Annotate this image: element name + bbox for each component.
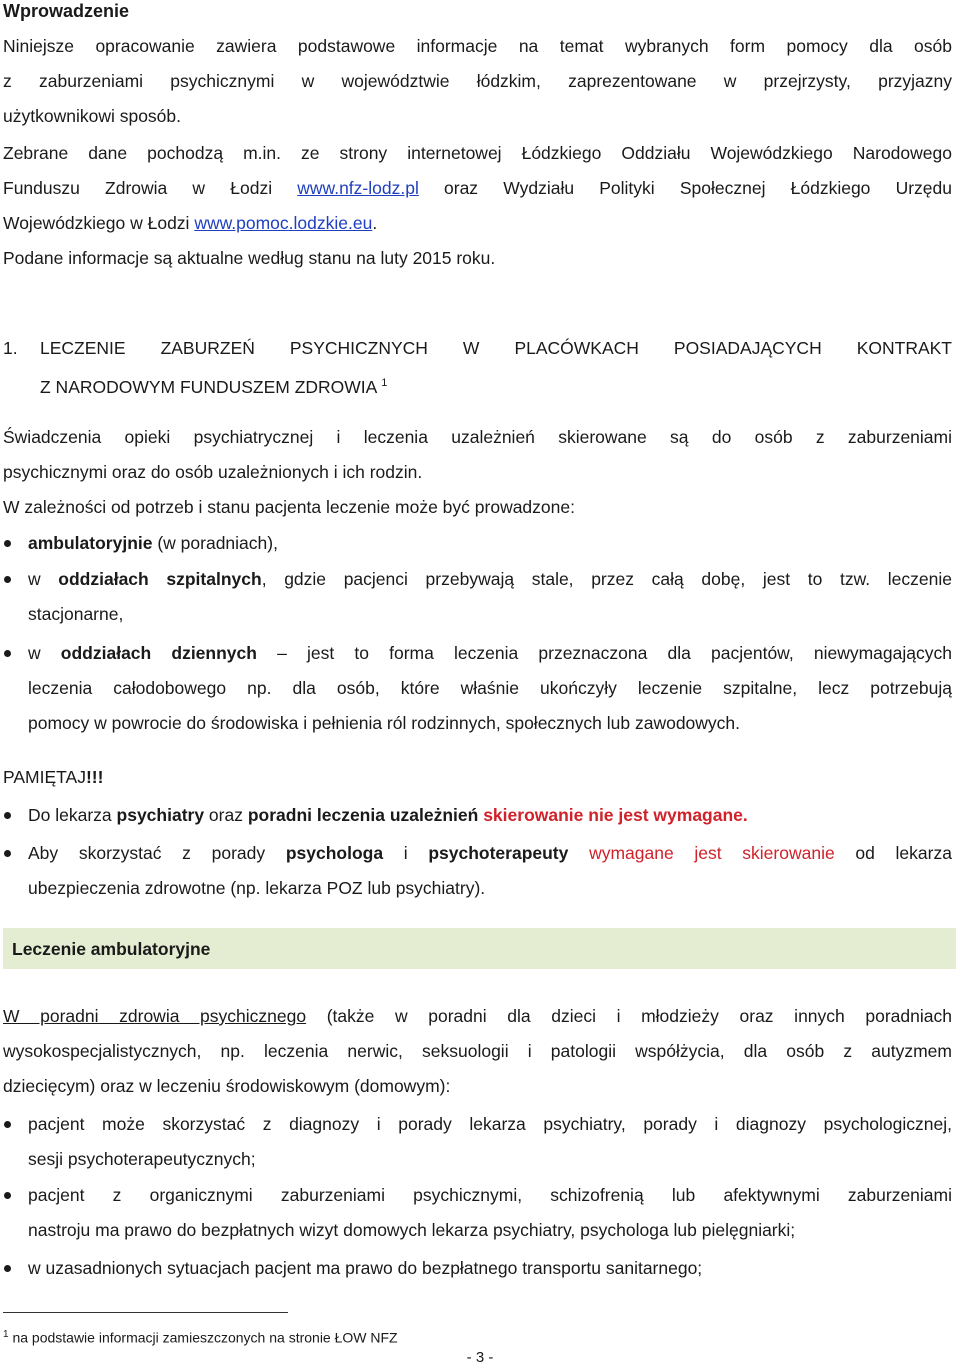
footnote bbox=[3, 1326, 398, 1347]
text-span: oddziałach szpitalnych bbox=[58, 569, 262, 589]
list-item bbox=[28, 568, 952, 590]
footnote-text: na podstawie informacji zamieszczonych na stronie ŁOW NFZ bbox=[8, 1329, 398, 1346]
remember-item-continuation: ubezpieczenia zdrowotne (np. lekarza POZ lub psychiatry). bbox=[28, 878, 486, 898]
text-span: poradni leczenia uzależnień bbox=[247, 805, 479, 825]
text-span: Funduszu Zdrowia w Łodzi bbox=[3, 178, 298, 198]
text-span: skierowanie nie jest wymagane. bbox=[483, 805, 748, 825]
text-span: Do lekarza bbox=[28, 805, 117, 825]
text-span: w bbox=[28, 643, 61, 663]
text-span: (także w poradni dla dzieci i młodzieży oraz innych poradniach bbox=[306, 1006, 952, 1026]
text-span: psychoterapeuty bbox=[428, 843, 569, 863]
list-item: pacjent z organicznymi zaburzeniami psychicznymi, schizofrenią lub afektywnymi zaburzeniami bbox=[28, 1185, 952, 1205]
text-span: ambulatoryjnie bbox=[28, 533, 153, 553]
list-item bbox=[28, 642, 952, 664]
source-paragraph-line bbox=[3, 177, 952, 199]
pomoc-lodzkie-link[interactable]: www.pomoc.lodzkie.eu bbox=[194, 213, 373, 233]
remember-item bbox=[28, 804, 748, 826]
text-span: – jest to forma leczenia przeznaczona dla pacjentów, niewymagających bbox=[256, 643, 952, 663]
source-paragraph-line: Zebrane dane pochodzą m.in. ze strony internetowej Łódzkiego Oddziału Wojewódzkiego Narodowego bbox=[3, 143, 952, 163]
intro-paragraph-line: Niniejsze opracowanie zawiera podstawowe informacje na temat wybranych form pomocy dla osób bbox=[3, 36, 952, 56]
text-span: (w poradniach), bbox=[152, 533, 278, 553]
intro-paragraph-line: z zaburzeniami psychicznymi w województwie łódzkim, zaprezentowane w przejrzysty, przyjazny bbox=[3, 71, 952, 91]
text-span: psychologa bbox=[285, 843, 384, 863]
intro-heading: Wprowadzenie bbox=[3, 1, 130, 21]
bullet-dot bbox=[4, 1192, 11, 1199]
footnote-ref: 1 bbox=[381, 377, 388, 389]
footnote-marker: 1 bbox=[3, 1329, 9, 1340]
date-note: Podane informacje są aktualne według stanu na luty 2015 roku. bbox=[3, 248, 496, 268]
section-paragraph-line: psychicznymi oraz do osób uzależnionych i ich rodzin. bbox=[3, 462, 423, 482]
text-span: oraz Wydziału Polityki Społecznej Łódzkiego Urzędu bbox=[418, 178, 952, 198]
text-span: psychiatry bbox=[116, 805, 205, 825]
page-number: - 3 - bbox=[466, 1349, 494, 1366]
source-paragraph-line bbox=[3, 212, 377, 234]
list-item-continuation: stacjonarne, bbox=[28, 604, 124, 624]
ambulatory-paragraph-line bbox=[3, 1005, 952, 1027]
text-span: Wojewódzkiego w Łodzi bbox=[3, 213, 195, 233]
bullet-dot bbox=[4, 1265, 11, 1272]
bullet-dot bbox=[4, 850, 11, 857]
list-item: w uzasadnionych sytuacjach pacjent ma prawo do bezpłatnego transportu sanitarnego; bbox=[28, 1258, 703, 1278]
section-paragraph-line: W zależności od potrzeb i stanu pacjenta leczenie może być prowadzone: bbox=[3, 497, 575, 517]
section-paragraph-line: Świadczenia opieki psychiatrycznej i leczenia uzależnień skierowane są do osób z zaburzeniami bbox=[3, 427, 952, 447]
text-span: w bbox=[28, 569, 59, 589]
text-span: oddziałach dziennych bbox=[60, 643, 257, 663]
bullet-dot bbox=[4, 1121, 11, 1128]
text-span: Aby skorzystać z porady bbox=[28, 843, 286, 863]
list-item-continuation: sesji psychoterapeutycznych; bbox=[28, 1149, 256, 1169]
list-item-continuation: pomocy w powrocie do środowiska i pełnienia ról rodzinnych, społecznych lub zawodowych. bbox=[28, 713, 741, 733]
ambulatory-paragraph-line: dziecięcym) oraz w leczeniu środowiskowym (domowym): bbox=[3, 1076, 451, 1096]
bullet-dot bbox=[4, 576, 11, 583]
remember-item bbox=[28, 842, 952, 864]
text-span: od lekarza bbox=[834, 843, 952, 863]
text-span: wymagane jest skierowanie bbox=[589, 843, 835, 863]
list-item: pacjent może skorzystać z diagnozy i porady lekarza psychiatry, porady i diagnozy psychologicznej, bbox=[28, 1114, 952, 1134]
text-span: , gdzie pacjenci przebywają stale, przez całą dobę, jest to tzw. leczenie bbox=[261, 569, 952, 589]
nfz-link[interactable]: www.nfz-lodz.pl bbox=[297, 178, 419, 198]
text-span bbox=[568, 843, 589, 863]
bullet-dot bbox=[4, 540, 11, 547]
ambulatory-paragraph-line: wysokospecjalistycznych, np. leczenia nerwic, seksuologii i patologii współżycia, dla osób z autyzmem bbox=[3, 1041, 952, 1061]
text-span: oraz bbox=[204, 805, 248, 825]
bullet-dot bbox=[4, 650, 11, 657]
list-item-continuation: leczenia całodobowego np. dla osób, które właśnie ukończyły leczenie szpitalne, lecz potrzebują bbox=[28, 678, 952, 698]
section-title-line bbox=[40, 372, 387, 398]
text-span: W poradni zdrowia psychicznego bbox=[3, 1006, 307, 1026]
section-title-line: LECZENIE ZABURZEŃ PSYCHICZNYCH W PLACÓWKACH POSIADAJĄCYCH KONTRAKT bbox=[40, 338, 952, 358]
band-title: Leczenie ambulatoryjne bbox=[12, 939, 211, 959]
section-number: 1. bbox=[3, 338, 18, 358]
bullet-dot bbox=[4, 812, 11, 819]
text-span: i bbox=[383, 843, 429, 863]
text-span: . bbox=[372, 213, 378, 233]
list-item bbox=[28, 532, 278, 554]
text-span: PAMIĘTAJ bbox=[3, 767, 86, 787]
text-span: !!! bbox=[85, 767, 104, 787]
footnote-divider bbox=[3, 1312, 288, 1313]
intro-paragraph-line: użytkownikowi sposób. bbox=[3, 106, 181, 126]
list-item-continuation: nastroju ma prawo do bezpłatnych wizyt domowych lekarza psychiatry, psychologa lub pielęgniarki; bbox=[28, 1220, 796, 1240]
remember-heading bbox=[3, 766, 103, 788]
text-span: Z NARODOWYM FUNDUSZEM ZDROWIA bbox=[40, 376, 377, 397]
